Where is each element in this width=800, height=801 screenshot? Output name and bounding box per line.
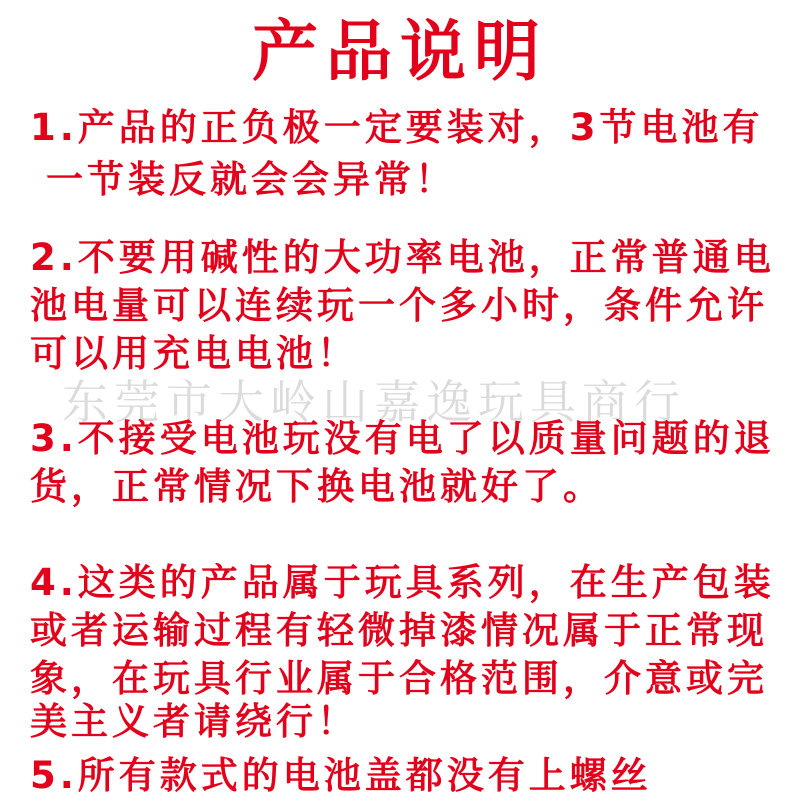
instruction-line: 5.所有款式的电池盖都没有上螺丝 (30, 754, 652, 797)
instruction-line: 池电量可以连续玩一个多小时，条件允许 (30, 284, 768, 327)
instruction-line: 象，在玩具行业属于合格范围，介意或完 (30, 657, 768, 700)
instruction-line: 货，正常情况下换电池就好了。 (30, 465, 604, 508)
instruction-line: 可以用充电电池！ (30, 332, 358, 375)
store-watermark: 东莞市大岭山嘉逸玩具商行 (62, 375, 686, 429)
instruction-line: 3.不接受电池玩没有电了以质量问题的退 (30, 417, 775, 460)
instruction-line: 2.不要用碱性的大功率电池，正常普通电 (30, 236, 775, 279)
instruction-line: 或者运输过程有轻微掉漆情况属于正常现 (30, 609, 768, 652)
instruction-line: 一节装反就会会异常！ (46, 158, 456, 201)
instruction-line: 1.产品的正负极一定要装对，3节电池有 (30, 106, 764, 149)
instruction-line: 美主义者请绕行！ (30, 700, 358, 743)
instruction-line: 4.这类的产品属于玩具系列，在生产包装 (30, 561, 775, 604)
page-title: 产品说明 (252, 12, 548, 90)
